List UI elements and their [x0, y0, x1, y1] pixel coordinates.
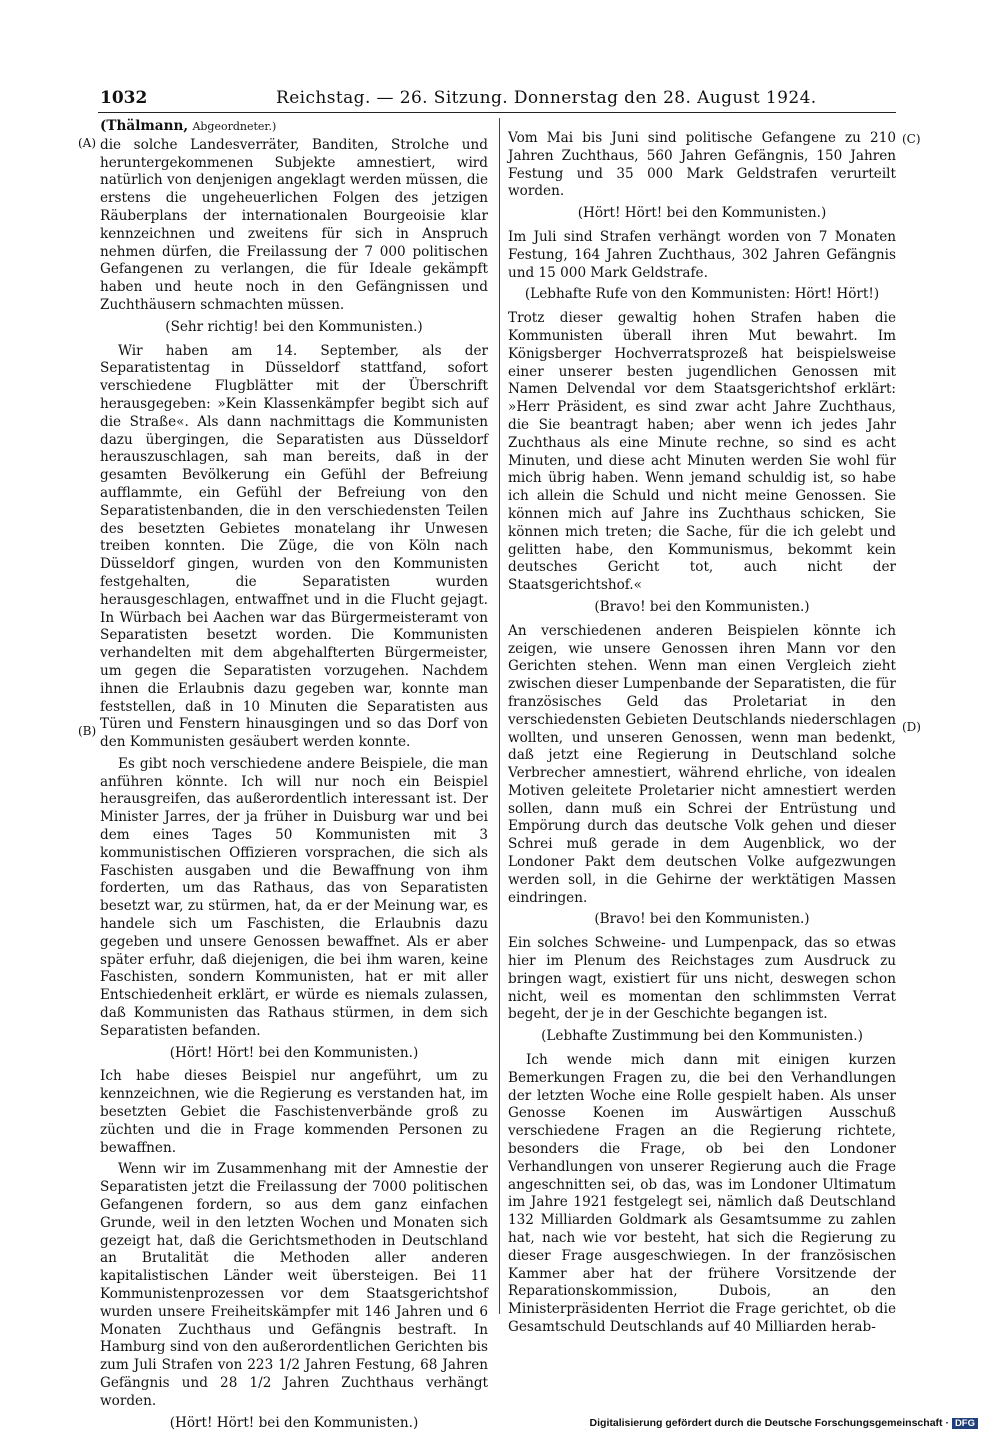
interjection: (Hört! Hört! bei den Kommunisten.) — [169, 1044, 419, 1061]
paragraph: Vom Mai bis Juni sind politische Gefangene zu 210 Jahren Zuchthaus, 560 Jahren Gefängnis, 150 Jahren Festung und 35 000 Mark Geldstrafen verurteilt worden. — [508, 130, 896, 200]
paragraph: Im Juli sind Strafen verhängt worden von 7 Monaten Festung, 164 Jahren Zuchthaus, 302 Jahren Gefängnis und 15 000 Mark Geldstrafe. — [508, 228, 896, 281]
paragraph: die solche Landesverräter, Banditen, Strolche und heruntergekommenen Subjekte amnestiert, wird natürlich von denjenigen angeklagt werden müssen, die erstens die ungeheuerlichen Folgen des jetzigen Räuberplans der internationalen Bourgeoisie klar kennzeichnen und zweitens für sich in Anspruch nehmen dürfen, die Freilassung der 7 000 politischen Gefangenen zu verlangen, die für Ideale gekämpft haben und heute noch in den Gefängnissen und Zuchthäusern schmachten müssen. — [100, 136, 488, 313]
left-column — [100, 118, 488, 1438]
speaker-line — [100, 118, 488, 136]
page-header — [98, 88, 896, 113]
paragraph: Wir haben am 14. September, als der Separatistentag in Düsseldorf stattfand, sofort verschiedene Flugblätter mit der Überschrift herausgegeben: »Kein Klassenkämpfer begibt sich auf die Straße«. Als dann nachmittags die Kommunisten dazu übergingen, die Separatisten aus Düsseldorf herauszuschlagen, sah man bereits, daß in der gesamten Bevölkerung ein Gefühl der Befreiung aufflammte, ein Gefühl der Befreiung von den Separatistenbanden, die in den verschiedensten Teilen des besetzten Gebietes monatelang ihr Unwesen treiben konnten. Die Züge, die von Köln nach Düsseldorf gingen, wurden von den Kommunisten festgehalten, die Separatisten wurden herausgeschlagen, entwaffnet und in die Flucht gejagt. In Würbach bei Aachen war das Bürgermeisteramt von Separatisten besetzt worden. Die Kommunisten verhandelten mit dem abgehalfterten Bürgermeister, um gegen die Separatisten vorzugehen. Nachdem ihnen die Erlaubnis dazu gegeben war, konnte man feststellen, daß in 10 Minuten die Separatisten aus Türen und Fenstern hinausgingen und so das Dorf von den Kommunisten gesäubert werden konnte. — [100, 342, 488, 751]
interjection: (Bravo! bei den Kommunisten.) — [594, 911, 810, 928]
paragraph: Trotz dieser gewaltig hohen Strafen haben die Kommunisten überall ihren Mut bewahrt. Im Königsberger Hochverratsprozeß hat beispielsweise einer unserer besten jugendlichen Genossen mit Namen Delvendal vor dem Staatsgerichtshof erklärt: »Herr Präsident, es sind zwar acht Jahre Zuchthaus, die Sie beantragt haben; aber wenn ich jedes Jahr Zuchthaus als eine Minute rechne, so sind es acht Minuten, und diese acht Minuten werden Sie wohl für mich übrig haben. Wenn jemand schuldig ist, so habe ich allein die Schuld und nicht meine Genossen. Sie können mich auf Jahre ins Zuchthaus schicken, Sie können mich treten; die Sache, für die ich gelebt und gelitten habe, den Kommunismus, bekommt kein deutsches Gericht tot, auch nicht der Staatsgerichtshof.« — [508, 310, 896, 594]
left-column-body — [100, 137, 488, 1433]
column-divider — [499, 118, 500, 1314]
margin-marker-b: (B) — [78, 724, 97, 738]
paragraph: Ich habe dieses Beispiel nur angeführt, um zu kennzeichnen, wie die Regierung es verstanden hat, im besetzten Gebiet die Faschistenverbände groß zu züchten und die in Frage kommenden Personen zu bewaffnen. — [100, 1068, 488, 1156]
interjection: (Sehr richtig! bei den Kommunisten.) — [165, 318, 423, 335]
paragraph: Ich wende mich dann mit einigen kurzen Bemerkungen Fragen zu, die bei den Verhandlungen der letzten Woche eine Rolle gespielt haben. Als unser Genosse Koenen im Auswärtigen Ausschuß verschiedene Fragen an die Regierung richtete, besonders die Frage, ob bei den Londoner Verhandlungen von unserer Regierung auch die Frage angeschnitten sei, ob das, was im Londoner Ultimatum im Jahre 1921 festgelegt sei, nämlich daß Deutschland 132 Milliarden Goldmark als Gesamtsumme zu zahlen hat, nach wie vor besteht, hat sich die Regierung zu dieser Frage ausgeschwiegen. In der französischen Kammer aber hat der frühere Vorsitzende der Reparationskommission, Dubois, an den Ministerpräsidenten Herriot die Frage gerichtet, ob die Gesamtschuld Deutschlands auf 40 Milliarden herab- — [508, 1052, 896, 1335]
running-title: Reichstag. — 26. Sitzung. Donnerstag den 28. August 1924. — [276, 88, 817, 108]
right-column — [508, 130, 896, 1341]
interjection: (Hört! Hört! bei den Kommunisten.) — [577, 205, 827, 222]
right-column-body — [508, 130, 896, 1337]
dfg-logo: DFG — [952, 1418, 978, 1429]
margin-marker-c: (C) — [902, 132, 921, 146]
paragraph: Wenn wir im Zusammenhang mit der Amnestie der Separatisten jetzt die Freilassung der 7000 politischen Gefangenen fordern, so aus dem ganz einfachen Grunde, weil in den letzten Wochen und Monaten sich gezeigt hat, daß die Gerichtsmethoden in Deutschland an Brutalität die Methoden aller anderen kapitalistischen Länder weit übersteigen. Bei 11 Kommunistenprozessen vor dem Staatsgerichtshof wurden unsere Freiheitskämpfer mit 146 Jahren und 6 Monaten Zuchthaus und Gefängnis bestraft. In Hamburg sind von den außerordentlichen Gerichten bis zum Juli Strafen von 223 1/2 Jahren Festung, 68 Jahren Gefängnis und 28 1/2 Jahren Zuchthaus verhängt worden. — [100, 1161, 488, 1409]
speaker-role: Abgeordneter.) — [192, 120, 277, 133]
margin-marker-d: (D) — [902, 720, 921, 734]
margin-marker-a: (A) — [78, 136, 97, 150]
interjection: (Hört! Hört! bei den Kommunisten.) — [169, 1414, 419, 1431]
credit-text: Digitalisierung gefördert durch die Deutsche Forschungsgemeinschaft · — [589, 1417, 949, 1429]
speaker-name: (Thälmann, — [100, 118, 189, 134]
paragraph: Es gibt noch verschiedene andere Beispiele, die man anführen könnte. Ich will nur noch ein Beispiel herausgreifen, das außerordentlich interessant ist. Der Minister Jarres, der ja früher in Duisburg war und bei dem eines Tages 50 Kommunisten mit 3 kommunistischen Offizieren vorsprachen, die sich als Faschisten ausgaben und die Bewaffnung von ihm forderten, um das Rathaus, das von Separatisten besetzt war, zu stürmen, hat, da er der Meinung war, es handele sich um Faschisten, die Erlaubnis dazu gegeben und unsere Genossen bewaffnet. Als er aber später erfuhr, daß diejenigen, die bei ihm waren, keine Faschisten, sondern Kommunisten, hat er mit aller Entschiedenheit erklärt, er würde es niemals zulassen, daß Kommunisten das Rathaus stürmen, in dem sich Separatisten befanden. — [100, 755, 488, 1039]
paragraph: An verschiedenen anderen Beispielen könnte ich zeigen, wie unsere Genossen ihren Mann vor den Gerichten stehen. Wenn man einen Vergleich zieht zwischen dieser Lumpenbande der Separatisten, die für französisches Geld das Proletariat in den verschiedensten Gebieten Deutschlands niederschlagen wollten, und unseren Genossen, wenn man bedenkt, daß jetzt eine Regierung in Deutschland solche Verbrecher amnestiert, während ehrliche, von idealen Motiven geleitete Proletarier nicht amnestiert werden sollen, dann muß ein Schrei der Entrüstung und Empörung durch das deutsche Volk gehen und dieser Schrei muß gerade in dem Augenblick, wo der Londoner Pakt dem deutschen Volke aufgezwungen werden soll, in die Gehirne der werktätigen Massen eindringen. — [508, 622, 896, 906]
interjection: (Lebhafte Rufe von den Kommunisten: Hört! Hört!) — [524, 286, 880, 303]
interjection: (Bravo! bei den Kommunisten.) — [594, 598, 810, 615]
paragraph: Ein solches Schweine- und Lumpenpack, das so etwas hier im Plenum des Reichstages zum Ausdruck zu bringen wagt, existiert für uns nicht, deswegen schon nicht, weil es momentan den schlimmsten Verrat begeht, der je in der Geschichte begangen ist. — [508, 935, 896, 1023]
interjection: (Lebhafte Zustimmung bei den Kommunisten.) — [541, 1028, 863, 1045]
page-number: 1032 — [100, 88, 148, 108]
digitization-credit — [590, 1417, 978, 1429]
